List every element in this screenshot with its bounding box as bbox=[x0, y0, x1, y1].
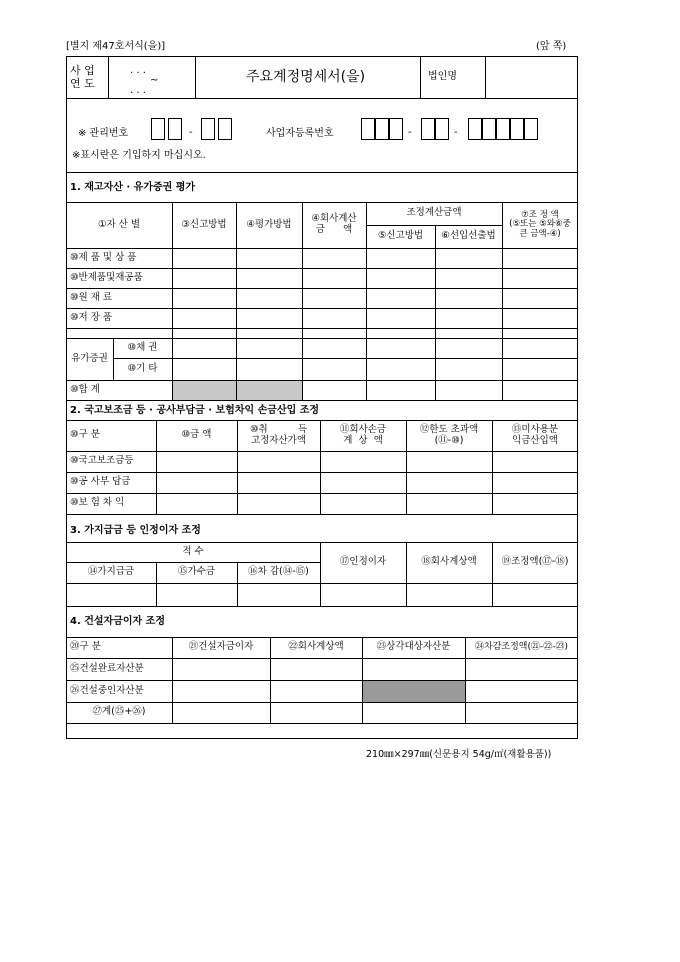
col-book-loss: ⑪회사손금 계 상 액 bbox=[339, 423, 387, 446]
col-adjust-fifo: ⑥선입선출법 bbox=[441, 230, 496, 242]
row-label: ⑩국고보조금등 bbox=[70, 455, 134, 467]
section3-title: 3. 가지급금 등 인정이자 조정 bbox=[70, 525, 201, 536]
col-book-amount: ㉒회사계상액 bbox=[288, 641, 344, 653]
mgmt-no-dash: - bbox=[189, 127, 193, 138]
biz-no-label: 사업자등록번호 bbox=[266, 128, 334, 139]
securities-label: 유가증권 bbox=[71, 352, 108, 364]
mgmt-no-box[interactable] bbox=[168, 118, 182, 140]
col-advances: ⑭가지급금 bbox=[87, 566, 135, 578]
form-number: [별지 제47호서식(을)] bbox=[66, 41, 166, 52]
biz-no-box[interactable] bbox=[435, 118, 449, 140]
row-label: ⑩저 장 품 bbox=[70, 311, 113, 323]
col-adjusted: ㉔차감조정액(㉑-㉒-㉓) bbox=[475, 642, 568, 653]
col-deposits: ⑮가수금 bbox=[177, 566, 216, 578]
col-adjust-declared: ⑤신고방법 bbox=[377, 230, 424, 242]
page-side: (앞 쪽) bbox=[536, 41, 567, 52]
row-label: ⑩공 사부 담금 bbox=[70, 476, 131, 488]
biz-no-box[interactable] bbox=[421, 118, 435, 140]
mgmt-no-box[interactable] bbox=[218, 118, 232, 140]
biz-no-box[interactable] bbox=[375, 118, 389, 140]
col-adjusted: ⑲조정액(⑰-⑱) bbox=[501, 556, 569, 568]
biz-no-box[interactable] bbox=[496, 118, 510, 140]
row-label: ㉗계(㉕+㉖) bbox=[92, 706, 146, 718]
col-adjust-group: 조정계산금액 bbox=[406, 207, 462, 219]
form-title: 주요계정명세서(을) bbox=[246, 69, 366, 85]
row-label: ⑩보 험 차 익 bbox=[70, 497, 125, 509]
date-from[interactable]: . . . bbox=[130, 65, 146, 76]
section2-title: 2. 국고보조금 등 · 공사부담금 · 보험차익 손금산입 조정 bbox=[70, 405, 320, 416]
mgmt-no-box[interactable] bbox=[201, 118, 215, 140]
biz-no-box[interactable] bbox=[510, 118, 524, 140]
section1-title: 1. 재고자산 · 유가증권 평가 bbox=[70, 182, 196, 193]
paper-spec: 210㎜×297㎜(신문용지 54g/㎡(재활용품)) bbox=[366, 749, 552, 760]
row-label: ⑩반제품및재공품 bbox=[70, 271, 143, 283]
admin-note: ※표시란은 기입하지 마십시오. bbox=[72, 150, 206, 161]
shaded-cell bbox=[363, 681, 465, 702]
total-label: ⑩합 계 bbox=[70, 383, 100, 395]
col-imputed-interest: ⑰인정이자 bbox=[339, 556, 387, 568]
biz-no-box[interactable] bbox=[524, 118, 538, 140]
biz-no-box[interactable] bbox=[389, 118, 403, 140]
row-label: ㉖건설중인자산분 bbox=[70, 684, 144, 696]
date-separator: ~ bbox=[150, 75, 159, 86]
col-difference: ⑯차 감(⑭-⑮) bbox=[248, 566, 309, 578]
col-adjusted: ⑦조 정 액 (⑤또는 ⑤와⑥중 큰 금액-④) bbox=[509, 209, 571, 239]
col-unused: ⑬미사용분 익금산입액 bbox=[511, 423, 559, 446]
biz-no-dash: - bbox=[408, 127, 412, 138]
business-year-label: 사 업 연 도 bbox=[70, 64, 95, 90]
col-product-group: 적 수 bbox=[182, 545, 204, 557]
col-acquired-assets: ⑩취 득 고정자산가액 bbox=[249, 423, 308, 446]
row-label: ⑩제 품 및 상 품 bbox=[70, 251, 137, 263]
col-depreciable: ㉓상각대상자산분 bbox=[376, 641, 451, 653]
shaded-cell bbox=[237, 381, 302, 400]
col-category: ⑳구 분 bbox=[70, 641, 101, 653]
biz-no-dash: - bbox=[454, 127, 458, 138]
mgmt-no-label: ※ 관리번호 bbox=[78, 128, 129, 139]
col-category: ⑩구 분 bbox=[70, 429, 100, 441]
col-book-amount: ④회사계산 금 액 bbox=[311, 213, 357, 235]
col-asset: ①자 산 별 bbox=[97, 218, 141, 230]
col-amount: ⑩금 액 bbox=[181, 429, 212, 441]
mgmt-no-box[interactable] bbox=[151, 118, 165, 140]
biz-no-box[interactable] bbox=[468, 118, 482, 140]
row-label: ⑩기 타 bbox=[127, 362, 158, 374]
col-valuation-method: ④평가방법 bbox=[246, 218, 292, 230]
col-book-amount: ⑱회사계상액 bbox=[421, 556, 477, 568]
row-label: ⑩채 권 bbox=[127, 341, 158, 353]
col-excess: ⑫한도 초과액 (⑪-⑩) bbox=[419, 423, 479, 446]
col-construction-interest: ㉑건설자금이자 bbox=[188, 641, 254, 653]
section4-title: 4. 건설자금이자 조정 bbox=[70, 616, 165, 627]
corp-name-label: 법인명 bbox=[428, 71, 457, 82]
biz-no-box[interactable] bbox=[482, 118, 496, 140]
row-label: ⑩원 재 료 bbox=[70, 291, 113, 303]
col-declared-method: ③신고방법 bbox=[181, 218, 227, 230]
biz-no-box[interactable] bbox=[361, 118, 375, 140]
date-to[interactable]: . . . bbox=[130, 85, 146, 96]
row-label: ㉕건설완료자산분 bbox=[70, 662, 144, 674]
shaded-cell bbox=[173, 381, 236, 400]
